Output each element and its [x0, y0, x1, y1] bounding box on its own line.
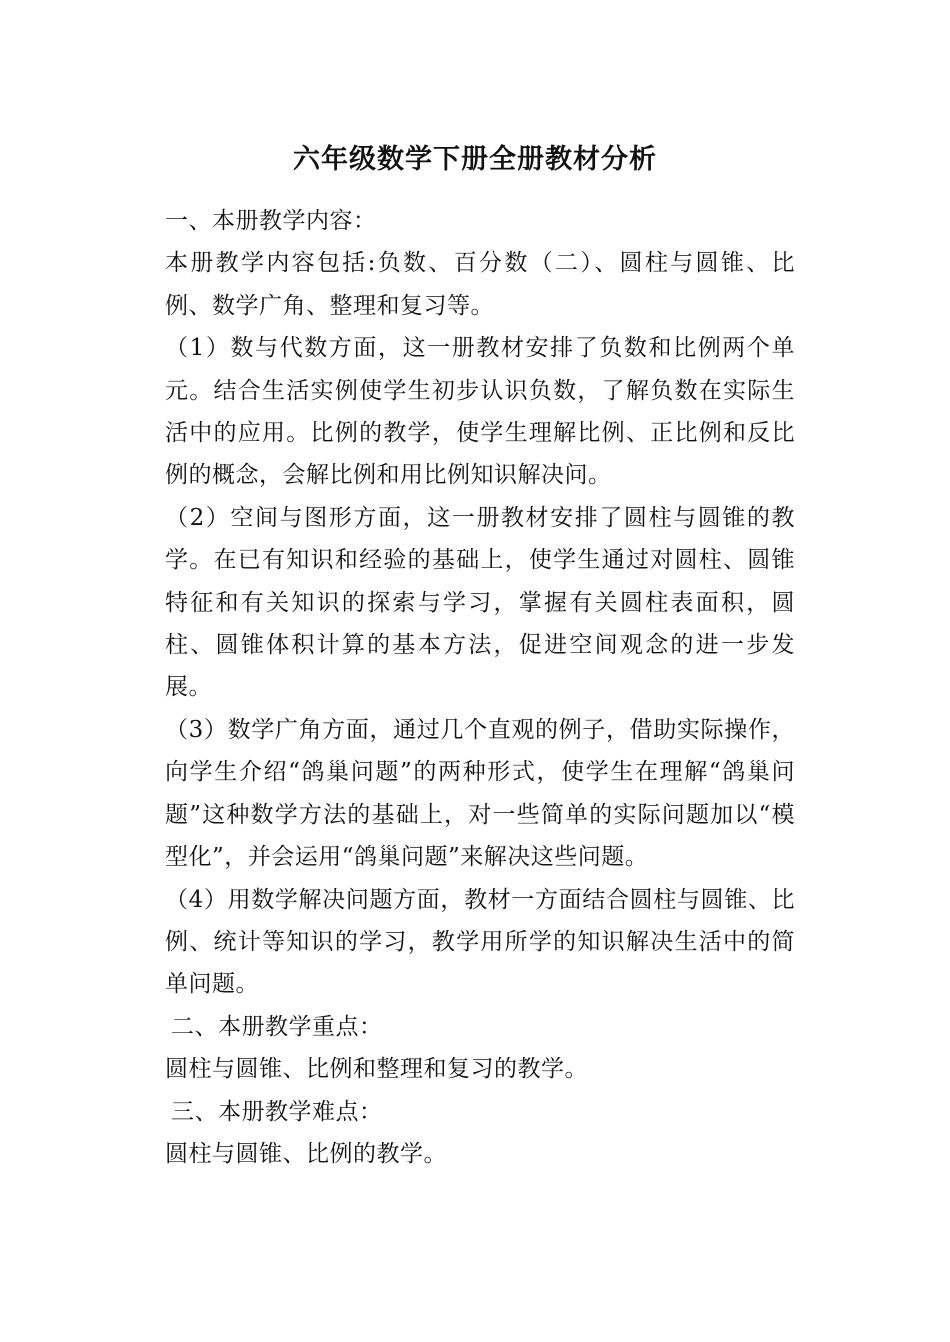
paragraph-number-algebra: （1）数与代数方面，这一册教材安排了负数和比例两个单元。结合生活实例使学生初步认识负数，了解负数在实际生活中的应用。比例的教学，使学生理解比例、正比例和反比例的概念，会解比例和用比例知识解决问。	[165, 335, 795, 489]
document-title: 六年级数学下册全册教材分析	[293, 144, 657, 175]
section-heading-difficulties: 三、本册教学难点：	[171, 1098, 383, 1125]
section-difficulties-body: 圆柱与圆锥、比例的教学。	[165, 1140, 447, 1167]
paragraph-space-geometry: （2）空间与图形方面，这一册教材安排了圆柱与圆锥的教学。在已有知识和经验的基础上，使学生通过对圆柱、圆锥特征和有关知识的探索与学习，掌握有关圆柱表面积，圆柱、圆锥体积计算的基本方法，促进空间观念的进一步发展。	[165, 504, 795, 701]
paragraph-problem-solving: （4）用数学解决问题方面，教材一方面结合圆柱与圆锥、比例、统计等知识的学习，教学用所学的知识解决生活中的简单问题。	[165, 886, 795, 998]
section-heading-key-points: 二、本册教学重点：	[171, 1013, 383, 1040]
section-heading-content: 一、本册教学内容：	[165, 208, 377, 234]
paragraph-math-wide-angle: （3）数学广角方面，通过几个直观的例子，借助实际操作，向学生介绍“鸽巢问题”的两种形式，使学生在理解“鸽巢问题”这种数学方法的基础上，对一些简单的实际问题加以“模型化”，并会运用“鸽巢问题”来解决这些问题。	[165, 716, 795, 871]
document-body	[165, 200, 795, 1175]
section-content-intro: 本册教学内容包括:负数、百分数（二）、圆柱与圆锥、比例、数学广角、整理和复习等。	[165, 250, 795, 319]
section-key-points-body: 圆柱与圆锥、比例和整理和复习的教学。	[165, 1056, 588, 1083]
